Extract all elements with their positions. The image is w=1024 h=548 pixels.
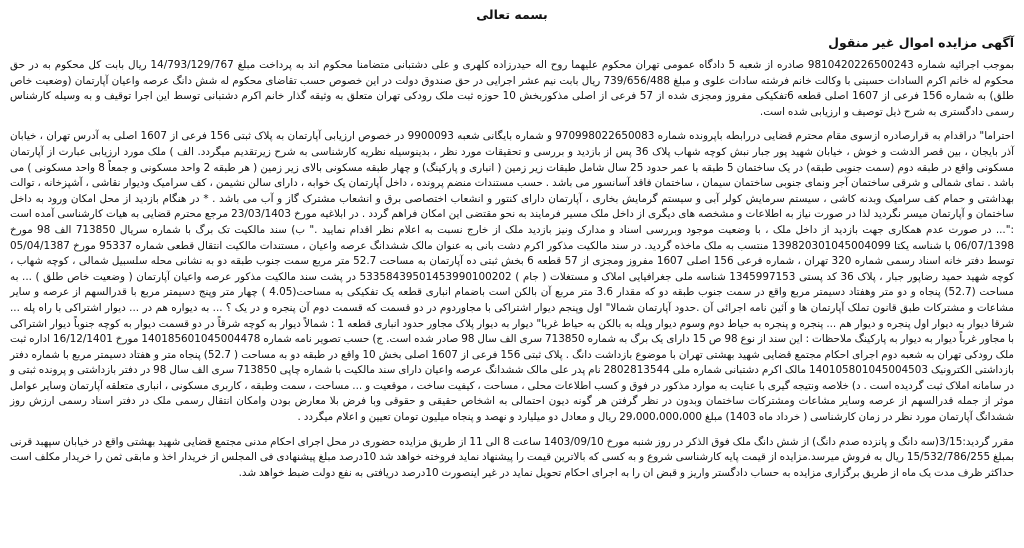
paragraph-execution-order: بموجب اجرائیه شماره 9810420226500243 صادره از شعبه 5 دادگاه عمومی تهران محکوم علیهما روح اله حیدرزاده کلهری و علی دشتبانی متضامنا محکوم اند به پرداخت مبلغ 14/793/129/767 ریال بابت کل محکوم به در حق محکوم له خانم اکرم السادات حسینی با وکالت خانم فرشته سادات علوی و مبلغ 739/656/488 ریال بابت نیم عشر اجرایی در حق صندوق دولت در این خصوص حسب تقاضای محکوم له شش دانگ عرصه واعیان آپارتمان (وضعیت خاص طلق) به شماره 156 فرعی از 1607 اصلی قطعه 6تفکیکی مفروز ومجزی شده از 57 فرعی از اصلی مذکوربخش 10 حوزه ثبت ملک رودکی تهران متعلق به وثیقه گذار خانم اکرم دشتبانی توسط این اجرا توقیف و به وسیله کارشناس رسمی دادگستری به شرح ذیل توصیف و ارزیابی شده است. bbox=[10, 59, 1014, 118]
announcement-title: آگهی مزایده اموال غیر منقول bbox=[828, 35, 1014, 50]
paragraph-expert-report: احتراما" دراقدام به قرارصادره ازسوی مقام محترم قضایی دررابطه باپرونده شماره 970998022650083 و شماره بایگانی شعبه 9900093 در خصوص ارزیابی آپارتمان به پلاک ثبتی 156 فرعی از 1607 اصلی به آدرس تهران ، خیابان آذر بایجان ، بین قصر الدشت و خوش ، خیابان شهید پور جبار نبش کوچه شهاب پلاک 36 پس از بازدید و بررسی و تحقیقات مورد نظر ، بدینوسیله نظریه کارشناسی به شرح زیرتقدیم میگردد. الف ) ملک مورد ارزیابی عبارت از آپارتمان مسکونی واقع در طبقه دوم (سمت جنوبی طبقه) در یک ساختمان 5 طبقه با عمر حدود 25 سال شامل طبقات زیر زمین ( انباری و پارکینگ) و چهار طبقه مسکونی بالای زیر زمین ( هر طبقه 2 واحد مسکونی و جمعاً 8 واحد مسکونی ) می باشد . نمای شمالی و شرقی ساختمان آجر ونمای جنوبی ساختمان سیمان ، ساختمان فاقد آسانسور می باشد . حسب مستندات منضم پرونده ، داخل آپارتمان یک خوابه ، دارای سالن نشیمن ، کف سرامیک ودیوار نقاشی ، آشپزخانه ، توالت بهداشتی و حمام کف سرامیک وبدنه کاشی ، سیستم سرمایش کولر آبی و سیستم گرمایش بخاری ، آپارتمان دارای کنتور و انشعاب اختصاصی برق و انشعاب مشترک گاز و آب می باشد . * در هنگام بازدید از محل امکان ورود به داخل ساختمان و آپارتمان میسر نگردید لذا در صورت نیاز به اطلاعات و مشخصه های دیگری از داخل ملک مسیر فرمایند به نحو مقتضی این امکان فراهم گردد . در ابلاغیه مورخ 23/03/1403 مرجع محترم قضایی به هیات کارشناسی آمده است :"... در صورت عدم همکاری جهت بازدید از داخل ملک ، با وضعیت موجود وبررسی اسناد و مدارک ونیز بازدید ملک از خارج نسبت به اعلام نظر اقدام نمایید ." ب) سند مالکیت تک برگ با شماره سریال 713850 الف 98 مورخ 06/07/1398 با شناسه یکتا 139820301045004099 منتسب به ملک ماخذه گردید. در سند مالکیت مذکور اکرم دشت بانی به عنوان مالک ششدانگ عرصه واعیان ، مستندات مالکیت انتقال قطعی شماره 95337 مورخ 05/04/1387 توسط دفتر خانه اسناد رسمی شماره 320 تهران ، شماره فرعی 156 اصلی 1607 مفروز ومجزی از 57 قطعه 6 بخش ثبتی ده آپارتمان به مساحت 52.7 متر مربع سمت جنوب طبقه دو به نشانی محله سلسبیل شمالی ، کوچه شهاب ، کوچه شهید حمید رضاپور جبار ، پلاک 36 کد پستی 1345997153 شناسه ملی جغرافیایی املاک و مستغلات ( جام ) 53358439501453990100202 در پشت سند مالکیت مذکور عرصه واعیان آپارتمان ( وضعیت خاص طلق ) ... به مساحت (52.7) پنجاه و دو متر وهفتاد دسیمتر مربع واقع در سمت جنوب طبقه دو که مقدار 3.6 متر مربع آن بالکن است باضمام انباری قطعه یک تفکیکی به مساحت(4.05 ) چهار متر وپنج دسیمتر مربع با قدرالسهم از عرصه و سایر مشاعات و مشترکات طبق قانون تملک آپارتمان ها و آئین نامه اجرائی آن .حدود آپارتمان شمالا" اول وپنجم دیوار اشتراکی با مجاوردوم در دو قسمت که قسمت دوم آن پنجره و در یک ؟ ... به دیواره هم در ... دیوار اشتراکی با راه پله ... شرقا دیوار به دیوار اول پنجره و دیوار هم ... پنجره و پنجره به حیاط دوم وسوم دیوار وپله به بالکن به حیاط غربا" دیوار به دیوار پلاک مجاور حدود انباری قطعه 1 : شمالاً دیوار به کوچه شرقاً در دو قسمت دیوار به کوچه جنوباً دیوار اشتراکی با مجاور غرباً دیوار به دیوار به پارکینگ ملاحظات : این سند از نوع 98 ص 15 دارای یک برگ به شماره 713850 سری الف سال 98 صادر شده است. ج) حسب تصویر نامه شماره 140185601045004478 مورخ 16/12/1401 اداره ثبت ملک رودکی تهران به شعبه دوم اجرای احکام مجتمع قضایی شهید بهشتی تهران با موضوع بازداشت دانگ . پلاک ثبتی 156 فرعی از 1607 اصلی بخش 10 واقع در طبقه دو به مساحت ( 52.7) پنجاه متر و هفتاد دسیمتر مربع با شماره دفتر بازداشتی الکترونیک 140105801045004503 مالک اکرم دشتبانی شماره ملی 2802813544 نام پدر علی مالک ششدانگ عرصه واعیان دارای سند مالکیت با شماره چاپی 713850 سری الف سال 98 در دفتر بازداشتی و پرونده ثبتی و در سامانه املاک ثبت گردیده است . د) خلاصه ونتیجه گیری با عنایت به موارد مذکور در فوق و کسب اطلاعات محلی ، مساحت ، کیفیت ساخت ، موقعیت و ... مساحت ، سمت وطبقه ، کاربری مسکونی ، انباری متعلقه آپارتمان وسایر عوامل موثر از جمله قدرالسهم از عرصه وسایر مشاعات ومشترکات ساختمان وبدون در نظر گرفتن هر گونه دیون احتمالی به اشخاص حقیقی و حقوقی وبا فرض بلا معارض بودن وامکان انتقال رسمی ملک در دفتر اسناد رسمی ارزش روز ششدانگ آپارتمان مورد نظر در زمان کارشناسی ( خرداد ماه 1403) مبلغ 29،000،000،000 ریال و معادل دو میلیارد و نهصد و پنجاه میلیون تومان تعیین و اعلام میگردد . bbox=[10, 130, 1015, 424]
paragraph-auction-terms: مقرر گردید:3/15(سه دانگ و پانزده صدم دانگ) از شش دانگ ملک فوق الذکر در روز شنبه مورخ 1403/09/10 ساعت 8 الی 11 از طریق مزایده حضوری در محل اجرای احکام مدنی مجتمع قضایی شهید بهشتی واقع در خیابان سپهبد قرنی بمبلغ 15/532/786/255 ریال به فروش میرسد.مزایده از قیمت پایه کارشناسی شروع و به کسی که بالاترین قیمت را پیشنهاد نماید فروخته خواهد شد 10درصد مبلغ پیشنهادی فی المجلس از خریدار اخذ و مابقی ثمن را خریدار مکلف است حداکثر ظرف مدت یک ماه از طریق برگزاری مزایده به حساب دادگستر واریز و قبض ان را به اجرای احکام تحویل نماید در غیر اینصورت 10درصد دریافتی به نفع دولت ضبط خواهد شد. bbox=[10, 435, 1015, 479]
bismillah-heading: بسمه تعالی bbox=[476, 7, 548, 22]
